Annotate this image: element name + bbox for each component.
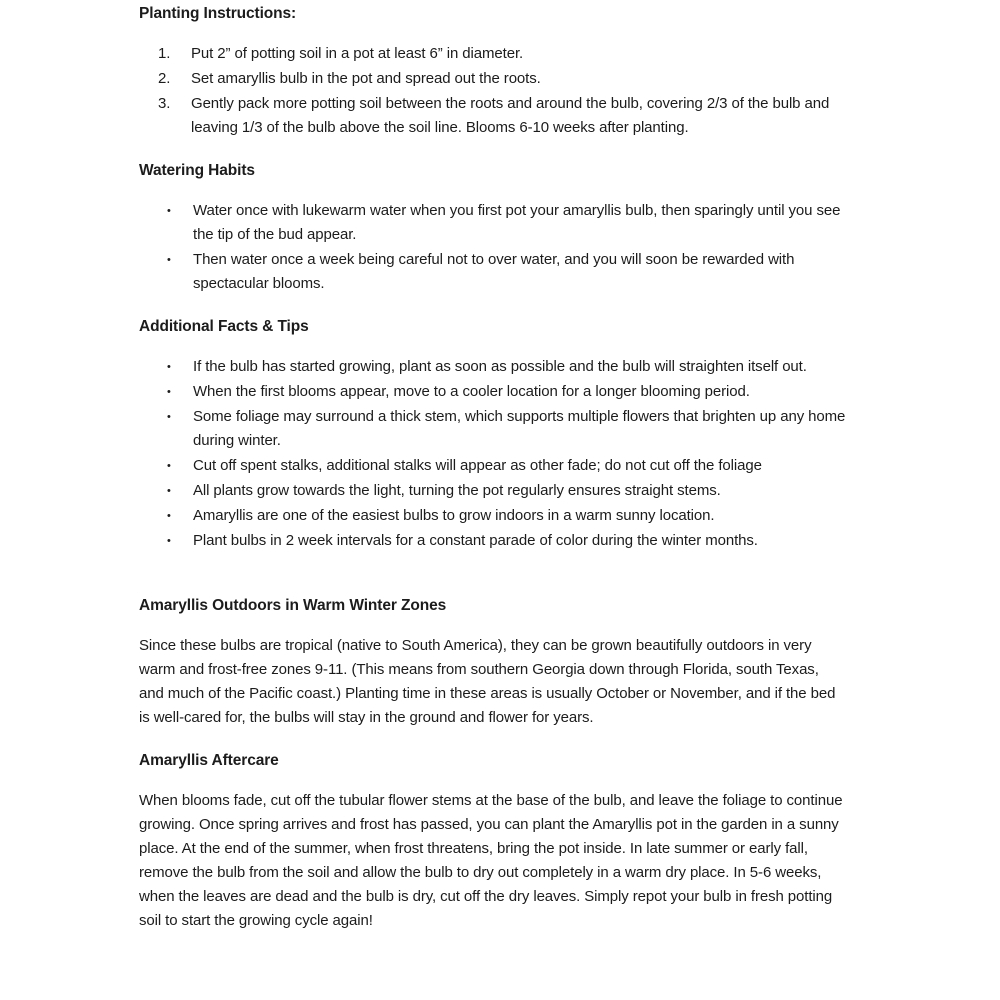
list-item [139,42,850,66]
bullet-icon: • [167,205,171,217]
amaryllis-aftercare-heading: Amaryllis Aftercare [139,752,279,769]
list-item-text: Water once with lukewarm water when you first pot your amaryllis bulb, then sparingly until you see the tip of the bud appear. [193,202,841,243]
list-item-text: Amaryllis are one of the easiest bulbs to grow indoors in a warm sunny location. [193,507,715,524]
list-number-marker: 2. [158,70,171,87]
list-item-text: Gently pack more potting soil between the roots and around the bulb, covering 2/3 of the bulb and leaving 1/3 of the bulb above the soil line. Blooms 6-10 weeks after planting. [191,95,830,136]
list-item-text: Plant bulbs in 2 week intervals for a constant parade of color during the winter months. [193,532,758,549]
list-item-text: Then water once a week being careful not to over water, and you will soon be rewarded with spectacular blooms. [193,251,795,292]
watering-habits-heading: Watering Habits [139,162,255,179]
bullet-icon: • [167,535,171,547]
list-item-text: Some foliage may surround a thick stem, which supports multiple flowers that brighten up any home during winter. [193,408,846,449]
list-item-text: If the bulb has started growing, plant as soon as possible and the bulb will straighten itself out. [193,358,807,375]
list-item-text: Cut off spent stalks, additional stalks will appear as other fade; do not cut off the foliage [193,457,762,474]
bullet-icon: • [167,411,171,423]
amaryllis-aftercare-paragraph: When blooms fade, cut off the tubular flower stems at the base of the bulb, and leave the foliage to continue growing. Once spring arrives and frost has passed, you can plant the Amaryllis pot in the garden in a sunny place. At the end of the summer, when frost threatens, bring the pot inside. In late summer or early fall, remove the bulb from the soil and allow the bulb to dry out completely in a warm dry place. In 5-6 weeks, when the leaves are dead and the bulb is dry, cut off the dry leaves. Simply repot your bulb in fresh potting soil to start the growing cycle again! [139,792,843,929]
list-item [139,199,850,247]
additional-facts-tips-heading: Additional Facts & Tips [139,318,309,335]
bullet-icon: • [167,485,171,497]
planting-instructions-heading: Planting Instructions: [139,5,297,22]
list-item [139,67,850,91]
bullet-icon: • [167,510,171,522]
list-item [139,380,850,404]
bullet-icon: • [167,460,171,472]
list-item-text: Set amaryllis bulb in the pot and spread out the roots. [191,70,541,87]
planting-steps-list [139,42,850,140]
bullet-icon: • [167,386,171,398]
list-item-text: All plants grow towards the light, turning the pot regularly ensures straight stems. [193,482,721,499]
bullet-icon: • [167,361,171,373]
list-number-marker: 3. [158,95,171,112]
additional-facts-tips-list [139,355,850,553]
list-item [139,92,850,140]
list-item [139,479,850,503]
outdoors-warm-winter-zones-paragraph: Since these bulbs are tropical (native to South America), they can be grown beautifully outdoors in very warm and frost-free zones 9-11. (This means from southern Georgia down through Florida, south Texas, and much of the Pacific coast.) Planting time in these areas is usually October or November, and if the bed is well-cared for, the bulbs will stay in the ground and flower for years. [139,637,836,726]
list-number-marker: 1. [158,45,171,62]
list-item [139,529,850,553]
list-item [139,248,850,296]
list-item-text: Put 2” of potting soil in a pot at least 6” in diameter. [191,45,524,62]
list-item-text: When the first blooms appear, move to a cooler location for a longer blooming period. [193,383,750,400]
list-item [139,405,850,453]
watering-tips-list [139,199,850,296]
document-body [139,2,850,933]
list-item [139,355,850,379]
bullet-icon: • [167,254,171,266]
outdoors-warm-winter-zones-heading: Amaryllis Outdoors in Warm Winter Zones [139,597,447,614]
list-item [139,504,850,528]
list-item [139,454,850,478]
